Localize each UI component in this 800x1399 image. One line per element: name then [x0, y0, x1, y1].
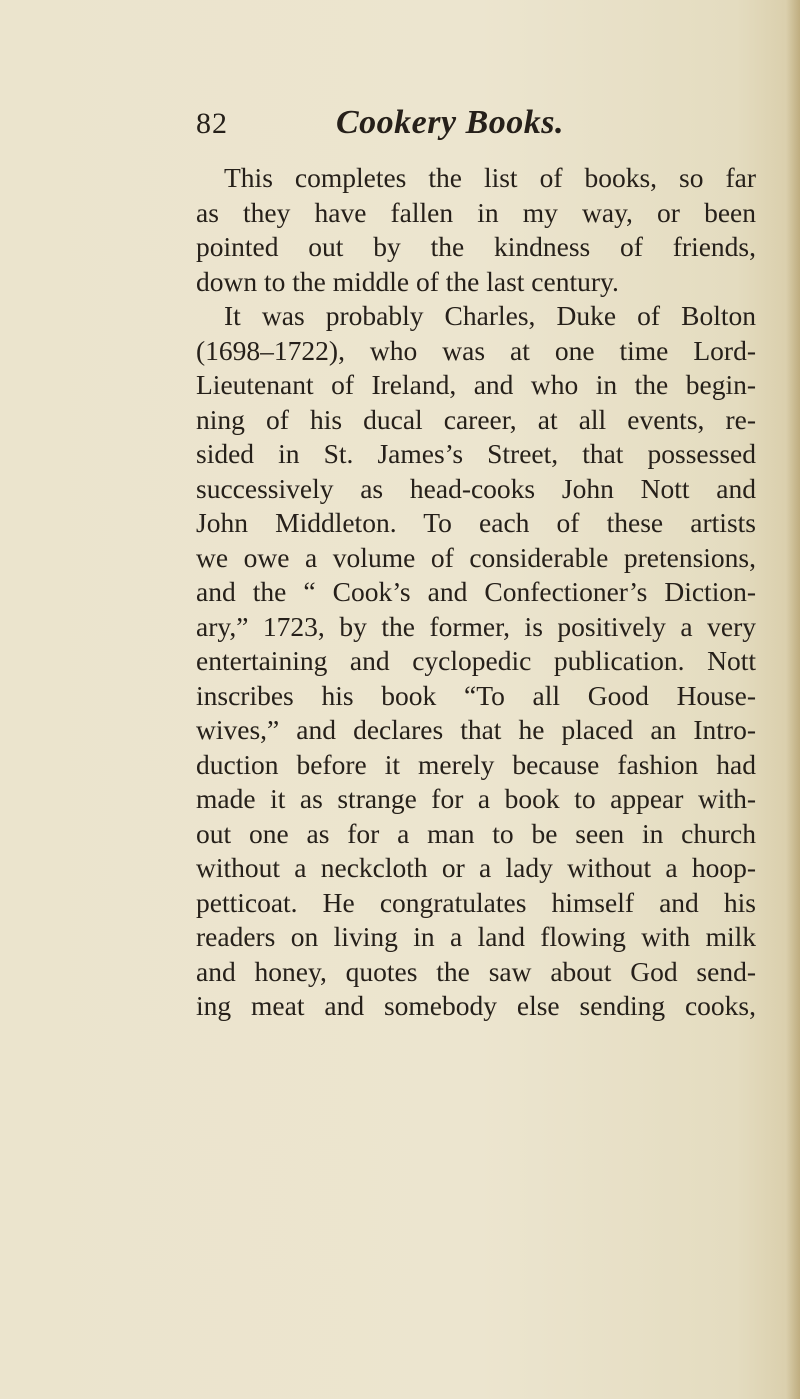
text-line: inscribes his book “To all Good House- [196, 679, 756, 711]
text-line: wives,” and declares that he placed an Intro- [196, 714, 756, 745]
text-line: made it as strange for a book to appear with- [196, 783, 756, 814]
text-line: out one as for a man to be seen in church [196, 817, 756, 849]
text-line: sided in St. James’s Street, that possessed [196, 438, 756, 469]
text-line: down to the middle of the last century. [196, 265, 619, 297]
text-line: and honey, quotes the saw about God send- [196, 955, 756, 987]
text-line: pointed out by the kindness of friends, [196, 231, 756, 262]
page-header [196, 104, 564, 154]
text-line: (1698–1722), who was at one time Lord- [196, 334, 756, 366]
text-line: as they have fallen in my way, or been [196, 196, 756, 228]
text-line: entertaining and cyclopedic publication. Nott [196, 645, 756, 676]
text-line: we owe a volume of considerable pretensions, [196, 541, 756, 573]
text-line: duction before it merely because fashion had [196, 748, 756, 780]
text-line: ning of his ducal career, at all events, re- [196, 403, 756, 435]
text-line: petticoat. He congratulates himself and his [196, 886, 756, 918]
text-line: Lieutenant of Ireland, and who in the begin- [196, 369, 756, 400]
running-title: Cookery Books. [336, 104, 564, 141]
text-line: ing meat and somebody else sending cooks, [196, 990, 756, 1021]
text-line: successively as head-cooks John Nott and [196, 472, 756, 504]
text-line: ary,” 1723, by the former, is positively a very [196, 610, 756, 642]
text-line: readers on living in a land flowing with milk [196, 921, 756, 952]
page-number: 82 [196, 107, 228, 140]
text-line: John Middleton. To each of these artists [196, 507, 756, 538]
page-edge-shadow [786, 0, 800, 1399]
text-line: without a neckcloth or a lady without a hoop- [196, 852, 756, 883]
text-line: It was probably Charles, Duke of Bolton [224, 300, 756, 331]
text-line: and the “ Cook’s and Confectioner’s Diction- [196, 576, 756, 607]
body-text [196, 161, 756, 1024]
text-line: This completes the list of books, so far [224, 162, 756, 193]
